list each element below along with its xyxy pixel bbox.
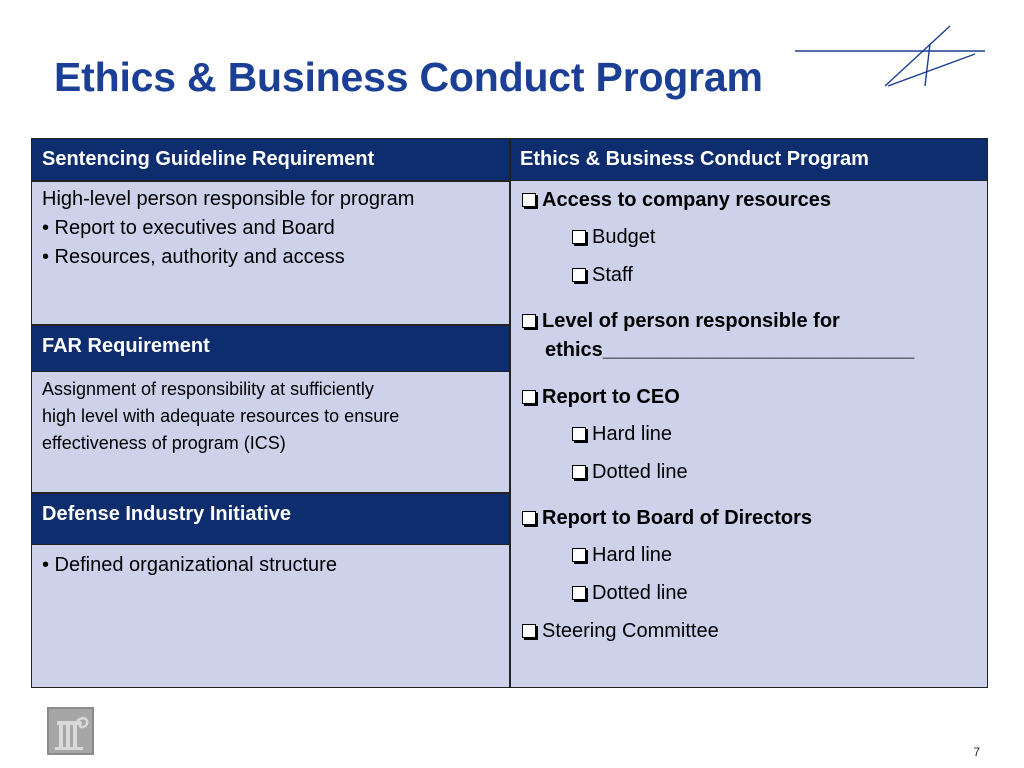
- checkbox-icon: [522, 193, 536, 207]
- program-item-level: Level of person responsible for: [522, 307, 840, 336]
- column-logo-icon: [47, 707, 94, 755]
- program-item-access: Access to company resources: [522, 186, 831, 215]
- program-item-staff: Staff: [572, 261, 633, 290]
- program-item-level-cont: ethics____________________________: [545, 339, 915, 361]
- col2-header: Ethics & Business Conduct Program: [510, 139, 987, 181]
- program-item-board-hard: Hard line: [572, 541, 672, 570]
- program-item-ceo-dotted: Dotted line: [572, 458, 688, 487]
- checkbox-icon: [572, 586, 586, 600]
- checkbox-icon: [522, 390, 536, 404]
- dii-header: Defense Industry Initiative: [32, 494, 509, 544]
- far-line: effectiveness of program (ICS): [42, 433, 286, 453]
- checkbox-icon: [572, 230, 586, 244]
- dii-line: • Defined organizational structure: [42, 554, 337, 576]
- checkbox-icon: [522, 511, 536, 525]
- checkbox-icon: [572, 427, 586, 441]
- checkbox-icon: [572, 465, 586, 479]
- sentencing-line: • Report to executives and Board: [42, 217, 335, 239]
- sentencing-line: High-level person responsible for program: [42, 188, 415, 210]
- sentencing-line: • Resources, authority and access: [42, 246, 345, 268]
- slide-title: Ethics & Business Conduct Program: [54, 54, 763, 100]
- program-item-ceo-hard: Hard line: [572, 420, 672, 449]
- checkbox-icon: [522, 314, 536, 328]
- checkbox-icon: [572, 268, 586, 282]
- col1-header: Sentencing Guideline Requirement: [32, 139, 509, 181]
- checkbox-icon: [572, 548, 586, 562]
- requirements-table: [31, 138, 988, 688]
- program-item-board: Report to Board of Directors: [522, 504, 812, 533]
- page-number: 7: [973, 745, 980, 759]
- program-item-ceo: Report to CEO: [522, 383, 680, 412]
- star-logo-icon: [790, 24, 990, 94]
- program-item-board-dotted: Dotted line: [572, 579, 688, 608]
- checkbox-icon: [522, 624, 536, 638]
- far-line: Assignment of responsibility at sufficiently: [42, 379, 374, 399]
- program-item-budget: Budget: [572, 223, 655, 252]
- far-line: high level with adequate resources to ensure: [42, 406, 400, 426]
- program-cell: [510, 181, 987, 687]
- sentencing-cell: [32, 182, 509, 324]
- dii-cell: [32, 545, 509, 687]
- far-cell: [32, 372, 509, 492]
- program-item-steering: Steering Committee: [522, 617, 719, 646]
- far-header: FAR Requirement: [32, 326, 509, 371]
